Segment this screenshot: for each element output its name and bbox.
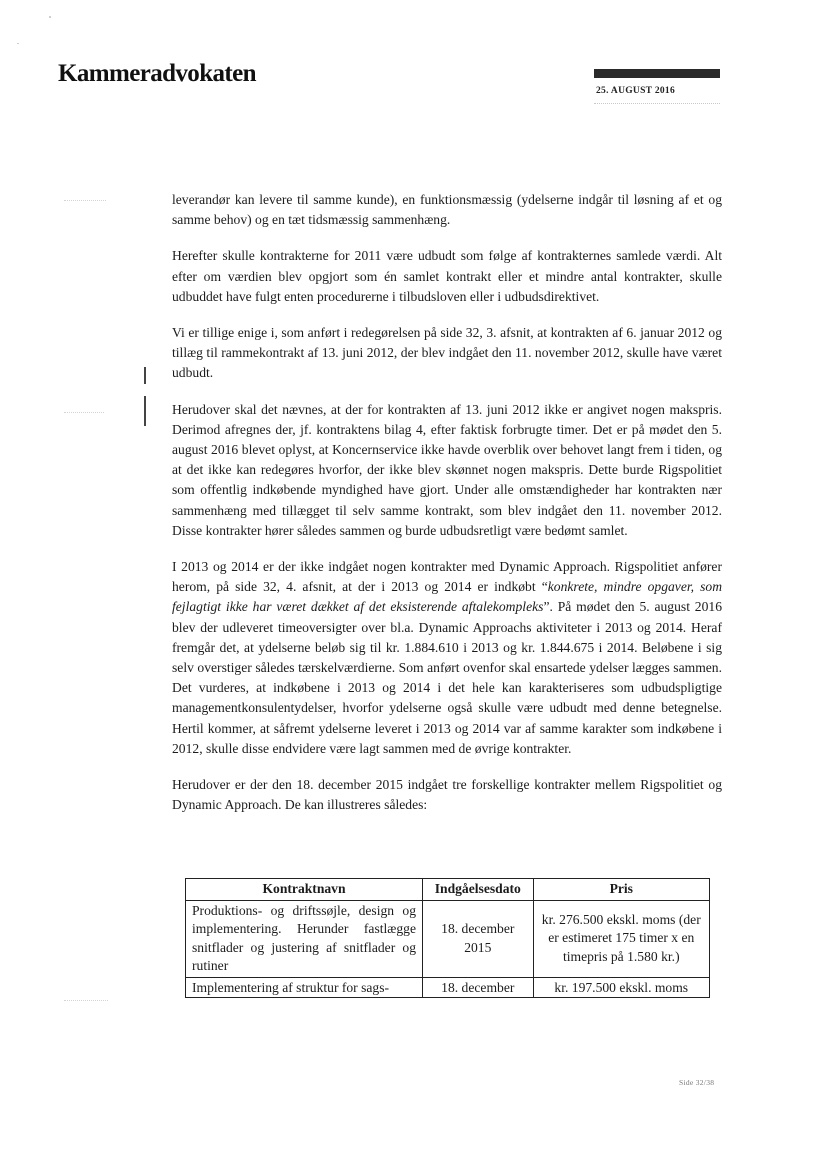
table-header-row bbox=[186, 879, 710, 901]
paragraph bbox=[172, 557, 722, 759]
header-divider bbox=[594, 103, 720, 104]
contract-price-cell: kr. 276.500 ekskl. moms (der er estimeret 175 timer x en timepris på 1.580 kr.) bbox=[533, 900, 709, 977]
kammeradvokaten-logo: Kammeradvokaten bbox=[58, 60, 256, 87]
contracts-table bbox=[185, 878, 710, 998]
column-header-price: Pris bbox=[533, 879, 709, 901]
contract-date-cell: 18. december 2015 bbox=[423, 900, 534, 977]
paragraph: Herudover er der den 18. december 2015 indgået tre forskellige kontrakter mellem Rigspolitiet og Dynamic Approach. De kan illustreres således: bbox=[172, 777, 722, 813]
margin-change-bar bbox=[144, 367, 146, 384]
table-row bbox=[186, 977, 710, 998]
contract-price-cell: kr. 197.500 ekskl. moms bbox=[533, 977, 709, 998]
quoted-italic-text: konkrete, mindre opgaver, som fejlagtigt ikke har været dækket af det eksisterende aftalekompleks bbox=[172, 579, 723, 615]
paragraph-text: ”. På mødet den 5. august 2016 blev der udleveret timeoversigter over bl.a. Dynamic Approachs aktiviteter i 2013 og 2014. Heraf fremgår det, at ydelserne beløb sig til kr. 1.884.610 i 2013 og kr. 1.844.675 i 2014. Beløbene i sig selv overstiger således tærskelværdierne. Som anført ovenfor skal ensartede ydelser lægges sammen. Det vurderes, at indkøbene i 2013 og 2014 i det hele kan karakteriseres som udbudspligtige managementkonsulentydelser, hvorfor ydelserne også skulle være udbudt med denne betegnelse. Hertil kommer, at såfremt ydelserne leveret i 2013 og 2014 var af samme karakter som indkøbene i 2012, skulle disse endvidere være lagt sammen med de øvrige kontrakter. bbox=[172, 599, 722, 756]
contract-name-cell: Produktions- og driftssøjle, design og implementering. Herunder fastlægge snitflader og justering af snitflader og rutiner bbox=[186, 900, 423, 977]
margin-change-bar bbox=[144, 396, 146, 426]
contract-name-cell: Implementering af struktur for sags- bbox=[186, 977, 423, 998]
page-number: Side 32/38 bbox=[679, 1078, 715, 1087]
paragraph-text: I 2013 og 2014 er der ikke indgået nogen kontrakter med Dynamic Approach. Rigspolitiet anfører herom, på side 32, 4. afsnit, at der i 2013 og 2014 er indkøbt “ bbox=[172, 559, 722, 595]
table-row bbox=[186, 900, 710, 977]
column-header-contract-name: Kontraktnavn bbox=[186, 879, 423, 901]
contract-date-cell: 18. december bbox=[423, 977, 534, 998]
column-header-date: Indgåelsesdato bbox=[423, 879, 534, 901]
paragraph: Herefter skulle kontrakterne for 2011 være udbudt som følge af kontrakternes samlede værdi. Alt efter om værdien blev opgjort som én samlet kontrakt eller et mindre antal kontrakter, skulle udbuddet have fulgt enten procedurerne i tilbudsloven eller i udbudsdirektivet. bbox=[172, 248, 722, 304]
document-date: 25. AUGUST 2016 bbox=[596, 86, 676, 96]
document-body bbox=[172, 190, 722, 831]
paragraph: Vi er tillige enige i, som anført i redegørelsen på side 32, 3. afsnit, at kontrakten af 6. januar 2012 og tillæg til rammekontrakt af 13. juni 2012, der blev indgået den 11. november 2012, skulle have været udbudt. bbox=[172, 325, 722, 381]
paragraph: Herudover skal det nævnes, at der for kontrakten af 13. juni 2012 ikke er angivet nogen makspris. Derimod afregnes der, jf. kontraktens bilag 4, efter faktisk forbrugte timer. Det er på mødet den 5. august 2016 blevet oplyst, at Koncernservice ikke havde overblik over behovet langt frem i tiden, og at det ikke kan redegøres hvorfor, der ikke blev skønnet nogen makspris. Dette burde Rigspolitiet som offentlig indkøbende myndighed have gjort. Under alle omstændigheder har kontrakten nær sammenhæng med tillægget til selv samme kontrakt, som blev indgået den 11. november 2012. Disse kontrakter hører således sammen og burde udbudsretligt være bedømt samlet. bbox=[172, 401, 722, 538]
paragraph: leverandør kan levere til samme kunde), en funktionsmæssig (ydelserne indgår til løsning af et og samme behov) og en tæt tidsmæssig sammenhæng. bbox=[172, 192, 722, 228]
header-bar bbox=[594, 69, 720, 78]
